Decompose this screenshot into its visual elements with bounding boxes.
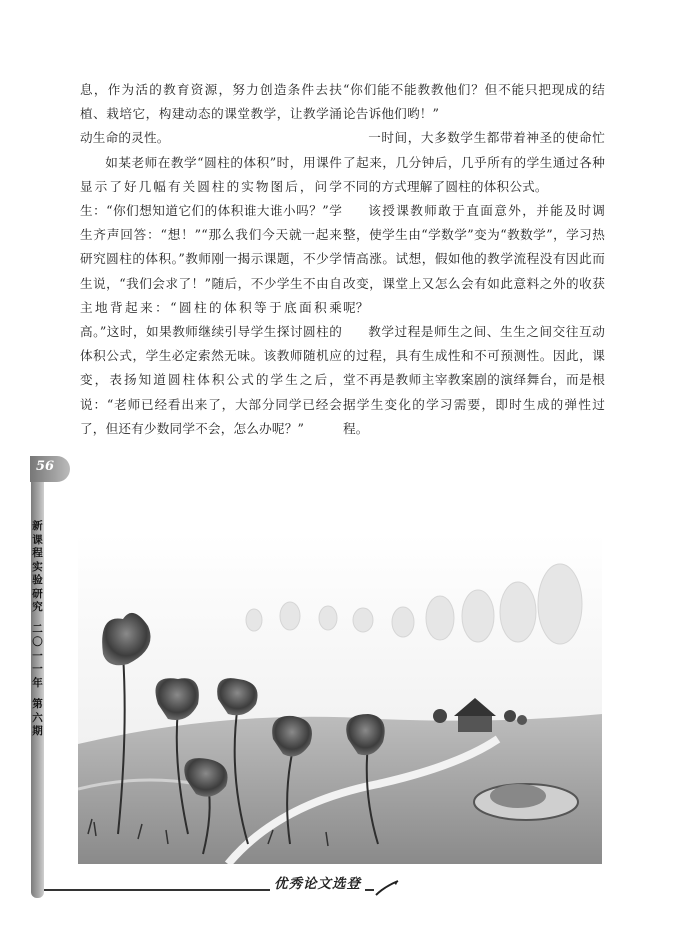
issue-year: 二〇一一年 <box>32 622 43 689</box>
section-title: 优秀论文选登 <box>270 872 365 892</box>
flowers-landscape-illustration <box>78 534 602 864</box>
journal-vertical-title <box>31 520 44 739</box>
article-left-column <box>80 78 342 441</box>
paragraph: 息，作为活的教育资源，努力创造条件去扶植、栽培它，构建动态的课堂教学，让教学涌动生命的灵性。 <box>80 82 342 146</box>
paragraph: “你们能不能教教他们？但不能只把现成的结论告诉他们哟！” <box>343 82 605 122</box>
paragraph: 教学过程是师生之间、生生之间交往互动的过程，具有生成性和不可预测性。因此，课堂不再是教师主宰教案剧的演绎舞台，而是根据学生变化的学习需要，即时生成的弹性过程。 <box>343 324 605 436</box>
paragraph: 该授课教师敢于直面意外，并能及时调整，使学生由“学数学”变为“教数学”，学习热情高涨。试想，假如他的教学流程没有因此而改变，课堂上又怎么会有如此意料之外的收获呢？ <box>343 203 605 315</box>
page-number: 56 <box>36 459 55 474</box>
paragraph: 一时间，大多数学生都带着神圣的使命忙了起来，几分钟后，几乎所有的学生通过各种不同的方式理解了圆柱的体积公式。 <box>343 130 605 194</box>
article-right-column <box>343 78 605 441</box>
journal-name: 新课程实验研究 <box>32 520 43 613</box>
pen-icon <box>374 879 400 899</box>
issue-number: 第六期 <box>32 698 43 737</box>
paragraph: 如某老师在教学“圆柱的体积”时，用课件显示了好几幅有关圆柱的实物图后，问学生：“你们想知道它们的体积谁大谁小吗？”学生齐声回答：“想！”“那么我们今天就一起来研究圆柱的体积。”教师刚一揭示课题，不少学生说，“我们会求了！”随后，不少学生不由自主地背起来：“圆柱的体积等于底面积乘高。”这时，如果教师继续引导学生探讨圆柱的体积公式，学生必定索然无味。该教师随机应变，表扬知道圆柱体积公式的学生之后，说：“老师已经看出来了，大部分同学已经会了，但还有少数同学不会，怎么办呢？” <box>80 154 342 436</box>
